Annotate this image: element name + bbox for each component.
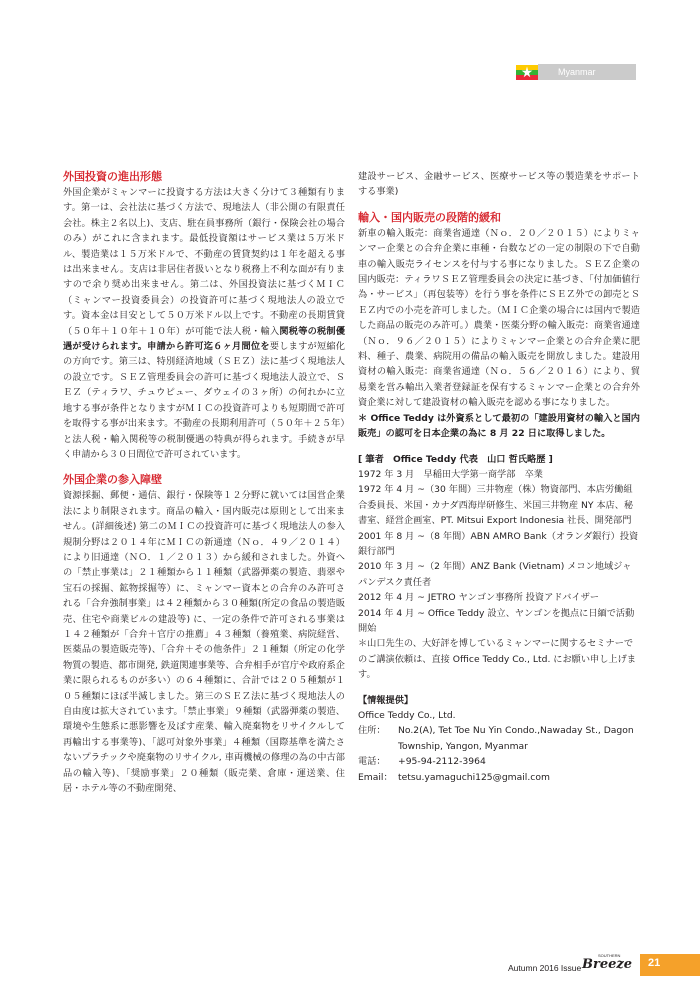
paragraph-bold-text: 関税等の税制優遇が受けられます。申請から許可迄６ヶ月間位を xyxy=(63,325,346,353)
section-title-investment-forms: 外国投資の進出形態 xyxy=(63,170,162,183)
info-company: Office Teddy Co., Ltd. xyxy=(358,710,456,721)
left-column xyxy=(63,169,345,796)
section-body xyxy=(63,185,345,462)
section-title-import-sales: 輸入・国内販売の段階的緩和 xyxy=(358,210,501,224)
paragraph-text: 外国企業がミャンマーに投資する方法は大きく分けて３種類有ります。第一は、会社法に基づく方法で、現地法人（非公開の有限責任会社。株主２名以上)、支店、駐在員事務所（銀行・保険会社の場合のみ）がこれに含まれます。最低投資額はサービス業は５万米ドル、製造業は１５万米ドルで、不動産の賃貸契約は１年を超える事は出来ません。支店は非居住者扱いとなり税務上不利な面が有りますので余り奨め出来ません。第二は、外国投資法に基づくＭＩＣ（ミャンマー投資委員会）の投資許可に基づく現地法人の設立です。資本金は目安として５０万米ドル以上です。不動産の長期賃貸（５０年＋１０年＋１０年）が可能で法人税・輸入 xyxy=(63,187,345,337)
myanmar-flag-icon xyxy=(516,65,538,80)
page-number: 21 xyxy=(648,957,661,969)
right-column xyxy=(358,169,640,785)
footer-logo: Breeze xyxy=(582,957,633,972)
author-profile-body: 1972 年 3 月 早稲田大学第一商学部 卒業 1972 年 4 月 ~（30 年間）三井物産（株）物資部門、本店労働組合委員長、米国・カナダ西海岸研修生、米国三井物産 NY 本店、秘書室、経営企画室、PT. Mitsui Export Indonesia 社長、開発部門 2001 年 8 月 ~（8 年間）ABN AMRO Bank（オランダ銀行）投資銀行部門 2010 年 3 月 ~（2 年間）ANZ Bank (Vietnam) メコン地域ジャパンデスク責任者 2012 年 4 月 ~ JETRO ヤンゴン事務所 投資アドバイザー 2014 年 4 月 ~ Office Teddy 設立、ヤンゴンを拠点に日緬で活動開始 ＊山口先生の、大好評を博しているミャンマーに関するセミナーでのご講演依頼は、直接 Office Teddy Co., Ltd. にお願い申し上げます。 xyxy=(358,468,639,681)
info-row-address xyxy=(358,723,640,754)
footer-issue-label: Autumn 2016 Issue xyxy=(508,963,582,973)
info-key: Email： xyxy=(358,771,393,783)
author-profile-title: [ 筆者 Office Teddy 代表 山口 哲氏略歴 ] xyxy=(358,453,553,465)
info-key: 電話： xyxy=(358,756,386,768)
section-body: 新車の輸入販売：商業省通達（Ｎｏ．２０／２０１５）によりミャンマー企業との合弁企業に車種・台数などの一定の制限の下で自動車の輸入販売ライセンスを付与する事になりました。ＳＥＺ企業の国内販売：ティラワＳＥＺ管理委員会の決定に基づき、｢付加価値行為・サービス」（再包装等）を行う事を条件にＳＥＺ外での卸売とＳＥＺ内での小売を許可しました。（ＭＩＣ企業の場合には国内で製造した商品の販売のみ許可。）農業・医薬分野の輸入販売：商業省通達（Ｎｏ．９６／２０１５）によりミャンマー企業との合弁企業に肥料、種子、農業、病院用の備品の輸入販売を開放しました。建設用資材の輸入販売：商業省通達（Ｎｏ．５６／２０１６）により、貿易業を営み輸出入業者登録証を保有するミャンマー企業との合弁外資企業に対して建設資材の輸入販売を認める事になりました。 xyxy=(358,227,640,409)
paragraph-text: 要しますが短縮化の方向です。第三は、特別経済地域（ＳＥＺ）法に基づく現地法人の設立です。ＳＥＺ管理委員会の許可に基づく現地法人設立で、ＳＥＺ（ティラワ、チュウピュー、ダウェイの３ヶ所）の何れかに立地する事が条件となりますがＭＩＣの投資許可よりも短期間で許可を取得する事が出来ます。不動産の長期利用許可（５０年＋２５年）と法人税・輸入関税等の税制優遇の特典が得られます。手続きが早く申請から３０日間位で許可されています。 xyxy=(63,341,345,460)
continued-text: 建設サービス、金融サービス、医療サービス等の製造業をサポートする事業) xyxy=(358,171,640,198)
section-body: 資源採掘、郵便・通信、銀行・保険等１２分野に就いては国営企業法により制限されます。商品の輸入・国内販売は原則として出来ません。(詳細後述) 第二のＭＩＣの投資許可に基づく現地法人の参入規制分野は２０１４年にＭＩＣの新通達（Ｎｏ．４９／２０１４）により旧通達（ＮＯ．１／２０１３）から緩和されました。外資への「禁止事業は」２１種類から１１種類（武器弾薬の製造、翡翠や宝石の採掘、鉱物採掘等）に、ミャンマー資本との合弁のみ許可される「合弁強制事業」は４２種類から３０種類(所定の食品の製造販売、住宅や商業ビルの建設等) に、一定の条件で許可される事業は１４２種類が「合弁＋官庁の推薦」４３種類（養殖業、病院経営、医薬品の製造販売等)、「合弁＋その他条件」２１種類（所定の化学物質の製造、都市開発, 鉄道関連事業等、合弁相手が官庁や政府系企業に限られるものが多い）の６４種類に、合計では２０５種類が１０５種類にほぼ半減しました。第三のＳＥＺ法に基づく現地法人の自由度は拡大されています。｢禁止事業」９種類（武器弾薬の製造、環境や生態系に悪影響を及ぼす産業、輸入廃棄物をリサイクルして再輸出する事業等)、｢認可対象外事業」４種類（国際基準を満たさないプラチックや廃棄物のリサイクル, 車両機械の修理の為の中古部品の輸入等)、｢奨励事業」２０種類（販売業、倉庫・運送業、住居・ホテル等の不動産開発、 xyxy=(63,490,345,795)
highlight-note: ＊ Office Teddy は外資系として最初の「建設用資材の輸入と国内販売」の認可を日本企業の為に 8 月 22 日に取得しました。 xyxy=(358,412,640,440)
info-title: 【情報提供】 xyxy=(358,694,414,706)
footer-logo-sup: SOUTHERN xyxy=(598,953,621,958)
info-row-phone xyxy=(358,754,640,769)
section-title-entry-barriers: 外国企業の参入障壁 xyxy=(63,473,162,487)
info-key: 住所： xyxy=(358,725,386,737)
info-row-email xyxy=(358,770,640,785)
email-link[interactable]: tetsu.yamaguchi125@gmail.com xyxy=(398,771,550,783)
info-value: +95-94-2112-3964 xyxy=(398,756,486,768)
header-country-label: Myanmar xyxy=(558,67,596,77)
info-value: No.2(A), Tet Toe Nu Yin Condo.,Nawaday St., Dagon Township, Yangon, Myanmar xyxy=(398,725,637,752)
